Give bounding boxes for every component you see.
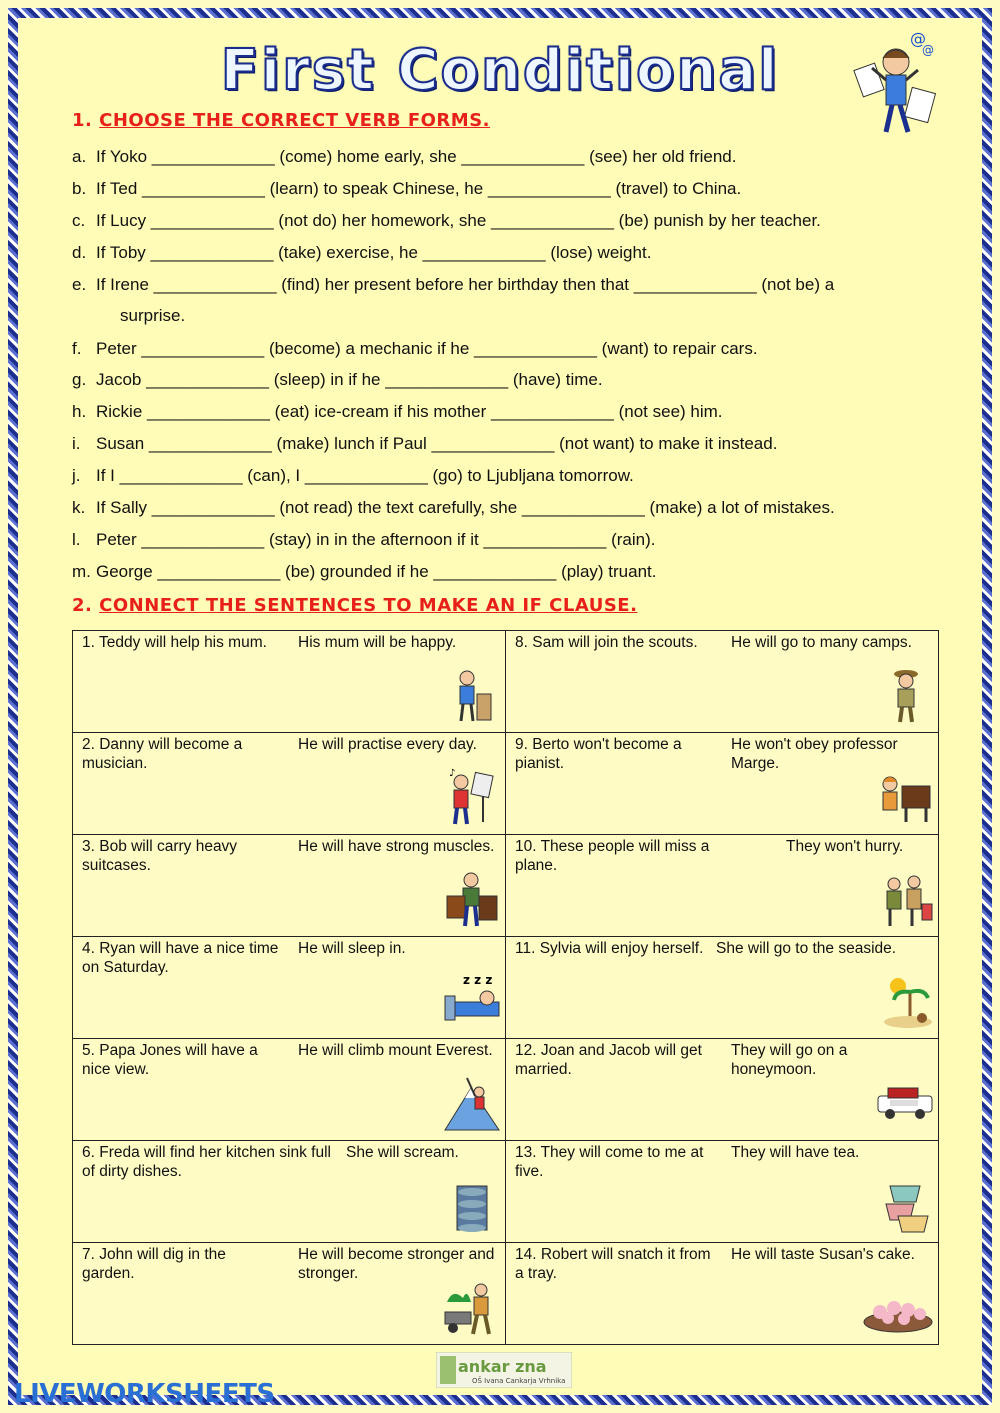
liveworksheets-brand[interactable]: LIVEWORKSHEETS: [14, 1379, 275, 1409]
exercise-item: h. Rickie _____________ (eat) ice-cream if his mother _____________ (not see) him.: [72, 402, 723, 421]
match-cell: [73, 835, 506, 937]
logo-subtext: OŠ Ivana Cankarja Vrhnika: [472, 1377, 566, 1385]
suitcases-icon: [443, 870, 501, 928]
table-row: [73, 1039, 939, 1141]
sentence-b: He won't obey professor Marge.: [731, 736, 898, 772]
sentence-a: 7. John will dig in the garden.: [82, 1246, 226, 1282]
sentence-a: 14. Robert will snatch it from a tray.: [515, 1246, 711, 1282]
musician-icon: [443, 768, 501, 826]
section2-heading: 2. CONNECT THE SENTENCES TO MAKE AN IF CLAUSE.: [72, 595, 638, 616]
svg-text:@: @: [910, 29, 926, 48]
pianist-icon: [876, 768, 934, 826]
match-cell: [506, 1039, 939, 1141]
exercise-item: l. Peter _____________ (stay) in in the afternoon if it _____________ (rain).: [72, 530, 656, 549]
exercise-item: i. Susan _____________ (make) lunch if Paul _____________ (not want) to make it instead.: [72, 434, 778, 453]
match-cell: [73, 1243, 506, 1345]
sentence-a: 8. Sam will join the scouts.: [515, 634, 698, 651]
school-logo: [436, 1352, 572, 1388]
svg-text:z z z: z z z: [463, 973, 493, 987]
svg-text:@: @: [922, 43, 934, 57]
table-row: [73, 733, 939, 835]
exercise-item: b. If Ted _____________ (learn) to speak Chinese, he _____________ (travel) to China.: [72, 179, 742, 198]
match-cell: [506, 1243, 939, 1345]
match-cell: [73, 1141, 506, 1243]
exercise-item: a. If Yoko _____________ (come) home early, she _____________ (see) her old friend.: [72, 147, 737, 166]
match-cell: [73, 1039, 506, 1141]
exercise-continuation: surprise.: [120, 306, 186, 325]
sentence-b: He will sleep in.: [298, 940, 406, 957]
svg-text:♪: ♪: [449, 768, 456, 779]
match-cell: [506, 835, 939, 937]
sentence-a: 3. Bob will carry heavy suitcases.: [82, 838, 238, 874]
sentence-a: 6. Freda will find her kitchen sink full of dirty dishes.: [82, 1144, 331, 1180]
sleeping-icon: [443, 972, 501, 1030]
gardener-icon: [443, 1278, 501, 1336]
match-cell: [506, 631, 939, 733]
sentence-a: 1. Teddy will help his mum.: [82, 634, 267, 651]
sentence-b: She will scream.: [346, 1144, 459, 1161]
climber-icon: [443, 1074, 501, 1132]
exercise-item: c. If Lucy _____________ (not do) her homework, she _____________ (be) punish by her teacher.: [72, 211, 821, 230]
sentence-b: He will climb mount Everest.: [298, 1042, 493, 1059]
exercise-item: j. If I _____________ (can), I _____________ (go) to Ljubljana tomorrow.: [72, 466, 634, 485]
table-row: [73, 1243, 939, 1345]
cupcakes-tray-icon: [862, 1278, 934, 1336]
sentence-b: She will go to the seaside.: [716, 940, 897, 957]
match-cell: [506, 1141, 939, 1243]
exercise-item: f. Peter _____________ (become) a mechanic if he _____________ (want) to repair cars.: [72, 339, 758, 358]
helping-boy-icon: [443, 666, 501, 724]
confused-student-illustration: [852, 28, 938, 138]
sentence-a: 9. Berto won't become a pianist.: [515, 736, 682, 772]
section1-heading: 1. CHOOSE THE CORRECT VERB FORMS.: [72, 110, 490, 131]
sentence-b: He will taste Susan's cake.: [731, 1246, 915, 1263]
sentence-a: 13. They will come to me at five.: [515, 1144, 704, 1180]
seaside-icon: [876, 972, 934, 1030]
sentence-a: 5. Papa Jones will have a nice view.: [82, 1042, 258, 1078]
sentence-b: He will have strong muscles.: [298, 838, 495, 855]
sentence-a: 10. These people will miss a plane.: [515, 838, 710, 874]
sentence-b: His mum will be happy.: [298, 634, 457, 651]
exercise-item: g. Jacob _____________ (sleep) in if he _____________ (have) time.: [72, 370, 603, 389]
sentence-b: They will have tea.: [731, 1144, 860, 1161]
match-cell: [506, 733, 939, 835]
match-cell: [73, 937, 506, 1039]
match-cell: [73, 631, 506, 733]
table-row: [73, 835, 939, 937]
match-cell: [506, 937, 939, 1039]
sentence-b: They will go on a honeymoon.: [731, 1042, 848, 1078]
table-row: [73, 937, 939, 1039]
logo-text: ankar zna: [458, 1357, 547, 1376]
scout-icon: [876, 666, 934, 724]
dirty-dishes-icon: [443, 1176, 501, 1234]
exercise-item: k. If Sally _____________ (not read) the text carefully, she _____________ (make) a lot of mistakes.: [72, 498, 835, 517]
waiting-people-icon: [876, 870, 934, 928]
teacups-icon: [876, 1176, 934, 1234]
sentence-a: 4. Ryan will have a nice time on Saturday.: [82, 940, 279, 976]
exercise-item: m. George _____________ (be) grounded if he _____________ (play) truant.: [72, 562, 657, 581]
just-married-car-icon: [876, 1074, 934, 1132]
match-cell: [73, 733, 506, 835]
page-title: First Conditional: [220, 38, 780, 103]
matching-table: [72, 630, 939, 1345]
sentence-b: He will go to many camps.: [731, 634, 912, 651]
sentence-b: He will practise every day.: [298, 736, 477, 753]
exercise-item: d. If Toby _____________ (take) exercise, he _____________ (lose) weight.: [72, 243, 652, 262]
exercise-item: e. If Irene _____________ (find) her present before her birthday then that _____________ (not be) a: [72, 275, 835, 294]
sentence-b: He will become stronger and stronger.: [298, 1246, 495, 1282]
sentence-a: 2. Danny will become a musician.: [82, 736, 243, 772]
table-row: [73, 1141, 939, 1243]
sentence-b: They won't hurry.: [786, 838, 904, 855]
table-row: [73, 631, 939, 733]
sentence-a: 12. Joan and Jacob will get married.: [515, 1042, 702, 1078]
sentence-a: 11. Sylvia will enjoy herself.: [515, 940, 704, 957]
